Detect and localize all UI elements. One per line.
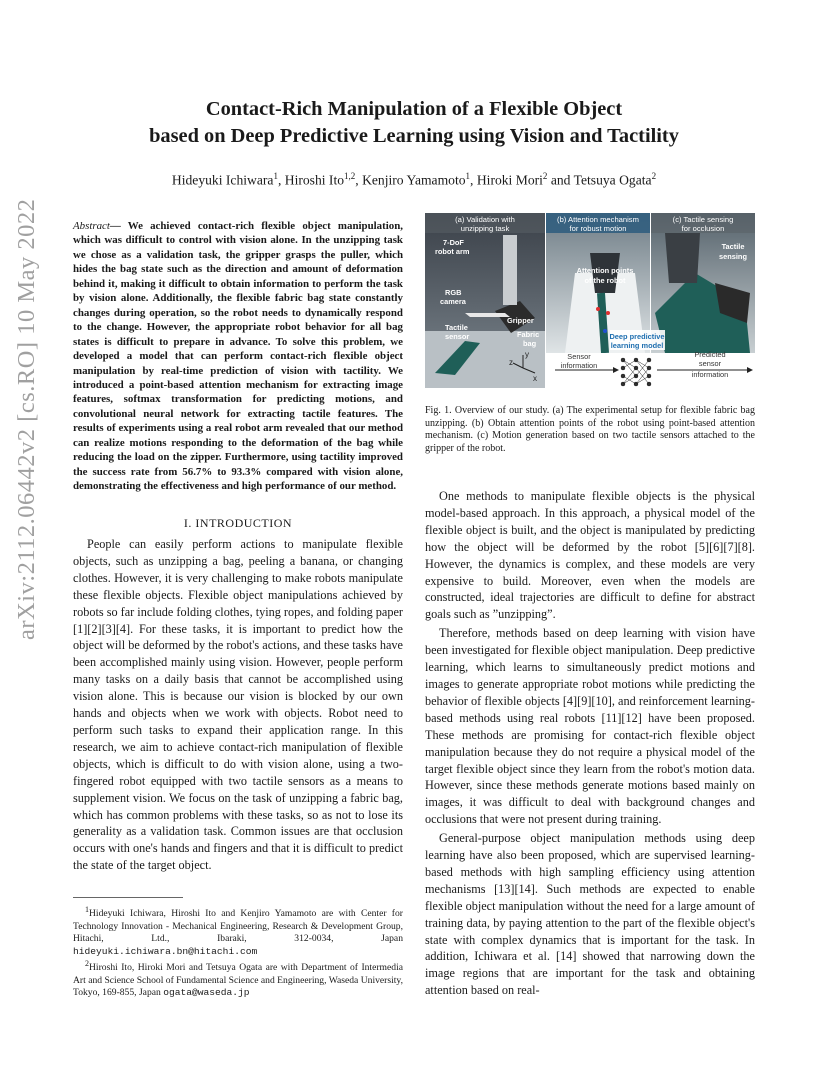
panel-a-title-2: unzipping task <box>460 224 510 233</box>
panel-c-title: (c) Tactile sensing <box>672 215 734 224</box>
footnote-1: $^1$Hideyuki Ichiwara, Hiroshi Ito and Kenjiro Yamamoto are with Center for Technology Innovation - Mechanical Engineering, Research & Development Group, Hitachi, Ltd., Ibaraki, 312-0034, Japan hideyuki.ichiwara.bn@hitachi.com <box>73 905 403 957</box>
svg-text:z: z <box>509 358 513 367</box>
author-name: Hideyuki Ichiwara <box>171 172 274 188</box>
author-affiliation: 2 <box>542 171 548 181</box>
svg-text:y: y <box>525 350 529 359</box>
panel-a-title: (a) Validation with <box>455 215 515 224</box>
svg-text:bag: bag <box>523 339 537 348</box>
email-link[interactable]: ogata@waseda.jp <box>163 987 250 999</box>
panel-b-title: (b) Attention mechanism <box>557 215 639 224</box>
svg-text:robot arm: robot arm <box>435 247 470 256</box>
footnote-2: $^2$Hiroshi Ito, Hiroki Mori and Tetsuya Ogata are with Department of Intermedia Art and Science School of Fundamental Science and Engineering, Waseda University, Tokyo, 169-855, Japan ogata@waseda.jp <box>73 959 403 999</box>
attention-point <box>603 329 607 333</box>
paragraph: Therefore, methods based on deep learning with vision have been investigated for flexible object manipulation. Deep predictive learning, which learns to simultaneously predict motions and images to generate appropriate robot motions while predicting the behavior of flexible objects [4][9][10], and reinforcement learning-based methods using real robots [11][12] have been proposed. These methods are promising for contact-rich flexible object manipulation because they do not require a physical model of the target flexible object since they learn from the robot's motion data. However, since these methods generate motions based mainly on images, it was difficult to deal with background changes and occlusions that were not present during training. <box>425 626 755 827</box>
svg-text:Predicted: Predicted <box>694 350 726 359</box>
right-column-body <box>425 488 755 1001</box>
abstract <box>73 219 403 494</box>
figure-caption: Fig. 1. Overview of our study. (a) The experimental setup for flexible fabric bag unzipping. (b) Obtain attention points of the robot using point-based attention mechanism. (c) Motion generation based on two tactile sensors attached to the gripper of the robot. <box>425 405 755 454</box>
svg-text:7-DoF: 7-DoF <box>443 238 464 247</box>
author-list: Hideyuki Ichiwara$^1$, Hiroshi Ito$^{1,2}$, Kenjiro Yamamoto$^1$, Hiroki Mori$^2$ and Tetsuya Ogata$^2$ <box>171 171 657 188</box>
abstract-text: — We achieved contact-rich flexible object manipulation, which was difficult to control with vision alone. In the unzipping task we chose as a validation task, the gripper grasps the puller, which hides the bag state such as the direction and amount of deformation behind it, making it difficult to obtain information to perform the task by vision alone. Additionally, the flexible fabric bag state constantly changes during operation, so the robot needs to dynamically respond to the change. However, the appropriate robot behavior for all bag states is difficult to prepare in advance. To solve this problem, we developed a model that can perform contact-rich flexible object manipulation by real-time prediction of vision with tactility. We introduced a point-based attention mechanism for extracting image features, softmax transformation for predicting motions, and convolutional neural network for extracting tactile features. The results of experiments using a real robot arm revealed that our method can realize motions responding to the deformation of the bag while reducing the load on the zipper. Furthermore, using tactility improved the success rate from 56.7% to 93.3% compared with vision alone, demonstrating the effectiveness and high performance of our method. <box>73 220 403 493</box>
title-line-2: based on Deep Predictive Learning using Vision and Tactility <box>149 125 679 147</box>
author-name: Hiroki Mori <box>476 172 543 188</box>
svg-text:information: information <box>560 361 598 370</box>
svg-text:of the robot: of the robot <box>584 276 626 285</box>
figure-1 <box>425 213 755 388</box>
svg-text:Tactile: Tactile <box>721 242 745 251</box>
author-affiliation: 2 <box>651 171 657 181</box>
svg-text:Sensor: Sensor <box>567 352 591 361</box>
svg-text:information: information <box>691 370 729 379</box>
title-line-1: Contact-Rich Manipulation of a Flexible Object <box>205 98 623 120</box>
paragraph: One methods to manipulate flexible objects is the physical model-based approach. In this approach, a physical model of the flexible object is built, and the object is manipulated by predicting how the object will be deformed by the robot [5][6][7][8]. However, the dynamics is complex, and these models are very expensive to build. Moreover, even when the models are constructed, ideal trajectories are difficult to define for abstract goals such as ”unzipping”. <box>425 489 755 622</box>
footnotes <box>73 904 403 1000</box>
intro-paragraph <box>73 536 403 874</box>
svg-text:x: x <box>533 374 537 383</box>
svg-text:Fabric: Fabric <box>517 330 540 339</box>
author-affiliation: 1,2 <box>344 171 356 181</box>
svg-text:RGB: RGB <box>445 288 462 297</box>
svg-text:Gripper: Gripper <box>507 316 534 325</box>
author-affiliation: 1 <box>273 171 278 181</box>
svg-text:Attention points: Attention points <box>576 266 634 275</box>
arxiv-stamp[interactable]: arXiv:2112.06442v2 [cs.RO] 10 May 2022 <box>13 198 40 640</box>
abstract-label: Abstract <box>73 220 110 232</box>
author-name: Tetsuya Ogata <box>573 172 652 188</box>
footnote-rule <box>73 897 183 898</box>
attention-point <box>606 311 610 315</box>
svg-text:sensor: sensor <box>698 359 722 368</box>
author-affiliation: 1 <box>465 171 471 181</box>
email-link[interactable]: hideyuki.ichiwara.bn@hitachi.com <box>73 945 258 957</box>
svg-text:sensing: sensing <box>719 252 747 261</box>
paragraph: General-purpose object manipulation methods using deep learning have also been proposed, which are supervised learning-based methods with high sampling efficiency using attention mechanisms [13][14]. Such methods are expected to enable flexible object manipulation without the need for a large amount of training data, by paying attention to the part of the flexible object's state with complex dynamics that is important for the task. In addition, Ichiwara et al. [14] showed that narrowing down the image regions that are important for the task and obtaining attention based on real- <box>425 831 755 998</box>
svg-text:learning model: learning model <box>610 341 664 350</box>
panel-b-title-2: for robust motion <box>569 224 627 233</box>
author-name: Hiroshi Ito <box>284 172 345 188</box>
author-conjunction: and <box>550 172 571 188</box>
author-name: Kenjiro Yamamoto <box>362 172 466 188</box>
svg-text:camera: camera <box>440 297 466 306</box>
svg-text:Tactile: Tactile <box>445 323 468 332</box>
section-heading-introduction: I. INTRODUCTION <box>183 516 293 530</box>
paper-title <box>0 96 828 150</box>
svg-text:sensor: sensor <box>445 332 470 341</box>
panel-c-title-2: for occlusion <box>681 224 725 233</box>
svg-text:Deep predictive: Deep predictive <box>609 332 665 341</box>
attention-point <box>596 307 600 311</box>
intro-text: People can easily perform actions to manipulate flexible objects, such as unzipping a bag, peeling a banana, or changing clothes. However, it is very challenging to make robots manipulate these flexible objects. Flexible object manipulations achieved by robots so far include folding clothes, tying ropes, and folding paper [1][2][3][4]. For these tasks, it is important to predict how the object will be deformed by the robot's actions, and these tasks have been accomplished mainly using vision. However, people perform many tasks on a daily basis that cannot be accomplished using vision alone. This is because our vision is blocked by our own hands and objects when we work with objects. Robot need to perform such tasks to expand their application range. In this research, we aim to achieve contact-rich manipulation of flexible objects, which is difficult to do with vision alone, using a two-fingered robot equipped with two tactile sensors as a means to supplement vision. We focus on the task of unzipping a fabric bag, which has common problems with these tasks, so as not to lose its generality as a validation task. Common issues are that occlusion occurs with one's hands and fingers and that it is difficult to predict the state of the target object. <box>73 537 403 873</box>
